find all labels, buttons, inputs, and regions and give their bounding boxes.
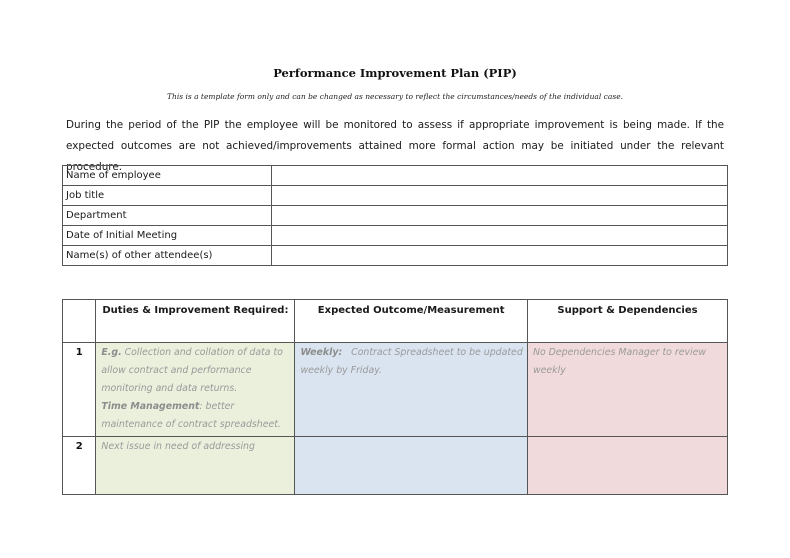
- outcome-cell[interactable]: [295, 437, 528, 495]
- plan-header-row: [63, 300, 728, 343]
- employee-info-table: [62, 165, 728, 266]
- info-label: Name of employee: [63, 166, 272, 186]
- info-row-employee-name: [63, 166, 728, 186]
- support-column-header: Support & Dependencies: [527, 300, 727, 343]
- row-number: 2: [63, 437, 96, 495]
- row-number: 1: [63, 343, 96, 437]
- outcome-column-header: Expected Outcome/Measurement: [295, 300, 528, 343]
- frequency-label: Weekly:: [300, 347, 343, 358]
- other-attendees-field[interactable]: [272, 246, 728, 266]
- duties-cell[interactable]: [96, 343, 295, 437]
- info-label: Job title: [63, 186, 272, 206]
- info-label: Department: [63, 206, 272, 226]
- info-label: Name(s) of other attendee(s): [63, 246, 272, 266]
- duties-column-header: Duties & Improvement Required:: [96, 300, 295, 343]
- outcome-text: Contract Spreadsheet to be updated weekly by Friday.: [300, 347, 526, 376]
- intro-paragraph: During the period of the PIP the employee will be monitored to assess if appropriate improvement is being made. If the expected outcomes are not achieved/improvements attained more formal action may be initiated under the relevant procedure.: [66, 119, 724, 173]
- plan-row: [63, 343, 728, 437]
- info-row-other-attendees: [63, 246, 728, 266]
- example-label: E.g.: [101, 347, 122, 358]
- document-title: Performance Improvement Plan (PIP): [273, 66, 517, 80]
- improvement-plan-table: [62, 299, 728, 495]
- duties-text-2: : better maintenance of contract spreadsheet.: [101, 401, 281, 430]
- plan-row: [63, 437, 728, 495]
- job-title-field[interactable]: [272, 186, 728, 206]
- department-field[interactable]: [272, 206, 728, 226]
- initial-meeting-date-field[interactable]: [272, 226, 728, 246]
- support-text: No Dependencies Manager to review weekly: [532, 347, 707, 376]
- info-row-job-title: [63, 186, 728, 206]
- support-cell[interactable]: [527, 437, 727, 495]
- support-cell[interactable]: [527, 343, 727, 437]
- number-column-header: [63, 300, 96, 343]
- info-label: Date of Initial Meeting: [63, 226, 272, 246]
- info-row-department: [63, 206, 728, 226]
- employee-name-field[interactable]: [272, 166, 728, 186]
- duties-text: Collection and collation of data to allow contract and performance monitoring and data returns.: [101, 347, 283, 394]
- time-management-label: Time Management: [101, 401, 200, 412]
- outcome-cell[interactable]: [295, 343, 528, 437]
- duties-cell[interactable]: [96, 437, 295, 495]
- document-subtitle: This is a template form only and can be changed as necessary to reflect the circumstances/needs of the individual case.: [166, 92, 624, 101]
- info-row-initial-meeting-date: [63, 226, 728, 246]
- duties-text: Next issue in need of addressing: [101, 441, 255, 452]
